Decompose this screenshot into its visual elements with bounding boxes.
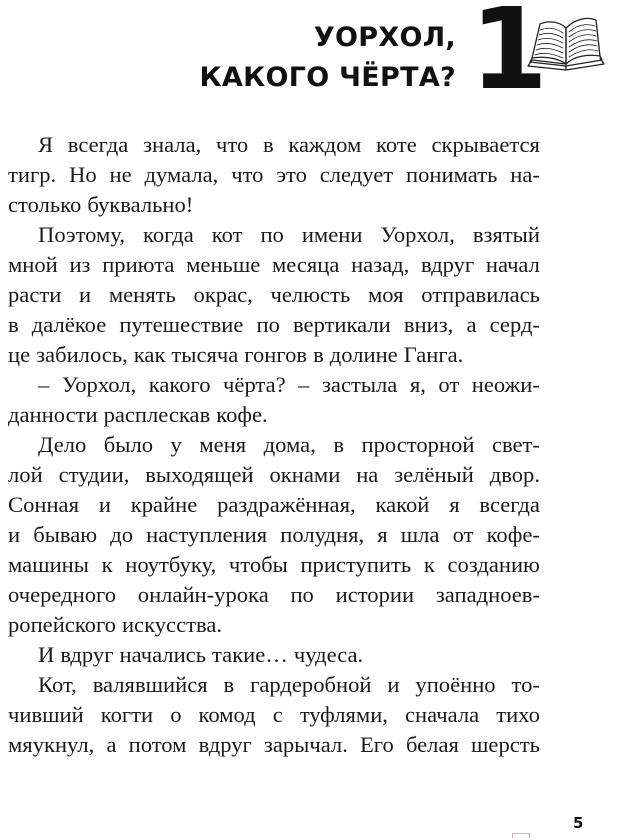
paragraph (8, 430, 540, 640)
paragraph (8, 640, 540, 670)
open-book-icon (526, 14, 606, 72)
page-corner-mark (512, 833, 530, 838)
text-line: Сонная и крайне раздражённая, какой я всегда (8, 492, 540, 517)
text-line: Дело было у меня дома, в просторной свет- (38, 432, 540, 457)
chapter-title-line-2: КАКОГО ЧЁРТА? (199, 62, 456, 93)
text-line: И вдруг начались такие… чудеса. (38, 642, 364, 667)
text-line: очередного онлайн-урока по истории западноев- (8, 582, 540, 607)
text-line: в далёкое путешествие по вертикали вниз, а серд- (8, 312, 540, 337)
chapter-title (200, 18, 456, 98)
text-line: Я всегда знала, что в каждом коте скрывается (38, 132, 540, 157)
page-number: 5 (573, 814, 584, 832)
text-line: ропейского искусства. (8, 612, 223, 637)
text-line: расти и менять окрас, челюсть моя отправилась (8, 282, 540, 307)
text-line: мяукнул, а потом вдруг зарычал. Его белая шерсть (8, 732, 540, 757)
text-line: и бываю до наступления полудня, я шла от кофе- (8, 522, 540, 547)
text-line: Поэтому, когда кот по имени Уорхол, взятый (38, 222, 540, 247)
text-line: – Уорхол, какого чёрта? – застыла я, от неожи- (38, 372, 540, 397)
text-line: Кот, валявшийся в гардеробной и упоённо то- (38, 672, 540, 697)
text-line: мной из приюта меньше месяца назад, вдруг начал (8, 252, 540, 277)
paragraph (8, 220, 540, 370)
chapter-body-text (8, 130, 540, 760)
paragraph (8, 670, 540, 760)
chapter-number: 1 (470, 0, 548, 115)
text-line: машины к ноутбуку, чтобы приступить к созданию (8, 552, 540, 577)
chapter-title-line-1: УОРХОЛ, (313, 22, 456, 53)
paragraph (8, 130, 540, 220)
paragraph (8, 370, 540, 430)
text-line: данности расплескав кофе. (8, 402, 268, 427)
text-line: тигр. Но не думала, что это следует понимать на- (8, 162, 540, 187)
text-line: це забилось, как тысяча гонгов в долине Ганга. (8, 342, 464, 367)
text-line: чивший когти о комод с туфлями, сначала тихо (8, 702, 540, 727)
text-line: столько буквально! (8, 192, 194, 217)
text-line: лой студии, выходящей окнами на зелёный двор. (8, 462, 540, 487)
